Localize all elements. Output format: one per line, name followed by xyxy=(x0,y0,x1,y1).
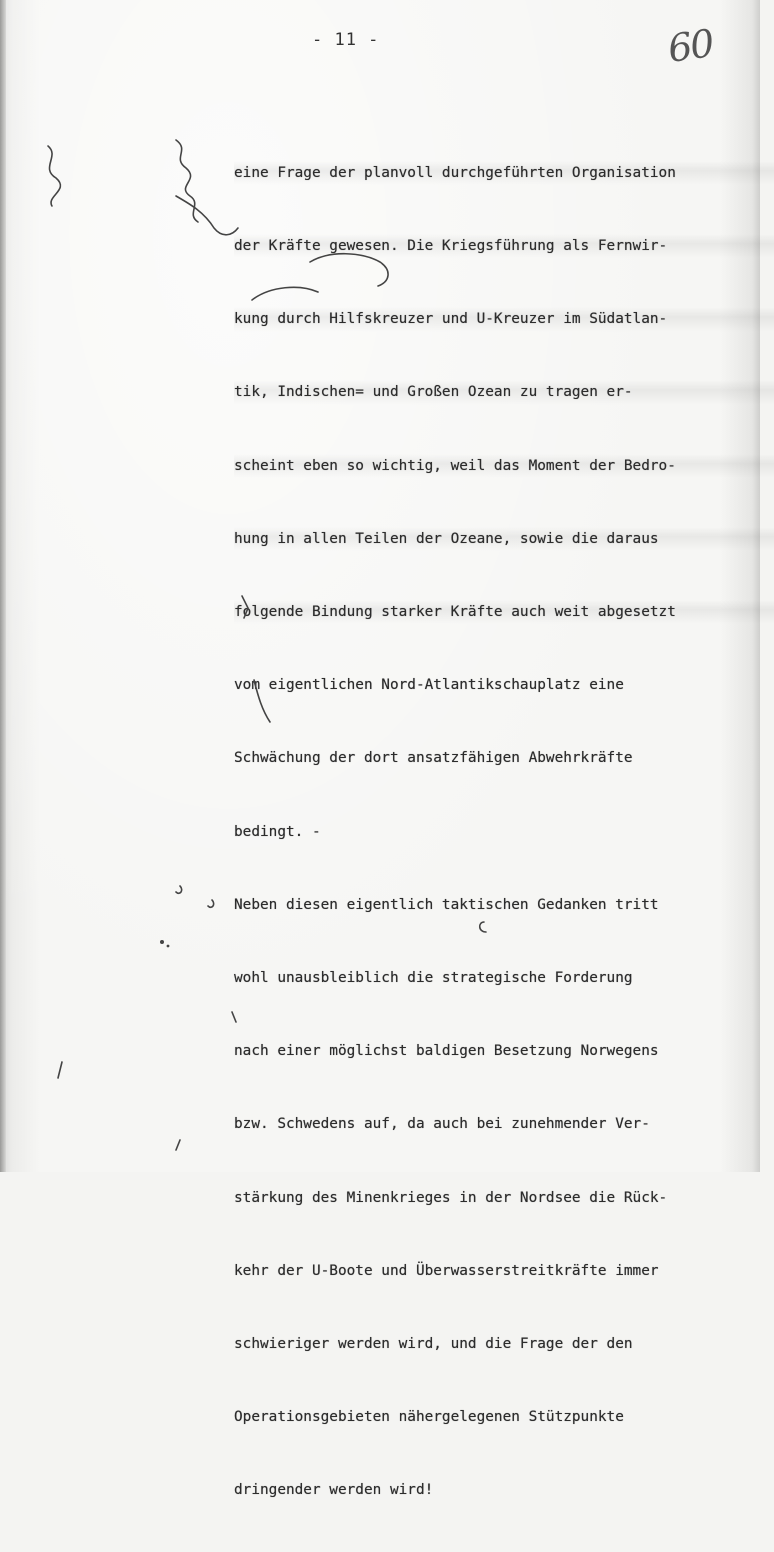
pencil-dot-1 xyxy=(176,886,182,893)
text-line: kung durch Hilfskreuzer und U-Kreuzer im Südatlan- xyxy=(234,307,774,331)
text-line: scheint eben so wichtig, weil das Moment der Bedro- xyxy=(234,454,774,478)
text-line: tik, Indischen= und Großen Ozean zu tragen er- xyxy=(234,380,774,404)
text-line: stärkung des Minenkrieges in der Nordsee die Rück- xyxy=(234,1189,668,1206)
typed-body-text xyxy=(234,112,774,1552)
text-line: dringender werden wird! xyxy=(234,1482,434,1499)
text-line: wohl unausbleiblich die strategische Forderung xyxy=(234,970,633,987)
text-line: bedingt. - xyxy=(234,823,321,840)
text-line: kehr der U-Boote und Überwasserstreitkräfte immer xyxy=(234,1262,659,1279)
text-line: hung in allen Teilen der Ozeane, sowie die daraus xyxy=(234,527,774,551)
text-line: folgende Bindung starker Kräfte auch weit abgesetzt xyxy=(234,600,774,624)
pencil-squiggle-middle xyxy=(176,140,198,222)
text-line: nach einer möglichst baldigen Besetzung Norwegens xyxy=(234,1043,659,1060)
pencil-squiggle-left xyxy=(48,146,60,206)
pencil-mark-small xyxy=(208,900,214,907)
pencil-stroke-bottom xyxy=(58,1062,62,1078)
pencil-dot-3 xyxy=(167,945,170,948)
text-line: Schwächung der dort ansatzfähigen Abwehrkräfte xyxy=(234,750,633,767)
page-edge-shadow xyxy=(0,0,6,1172)
text-line: Operationsgebieten nähergelegenen Stützpunkte xyxy=(234,1409,624,1426)
handwritten-folio-number: 60 xyxy=(665,21,716,71)
text-line: der Kräfte gewesen. Die Kriegsführung als Fernwir- xyxy=(234,234,774,258)
text-line: schwieriger werden wird, und die Frage der den xyxy=(234,1336,633,1353)
text-line: Neben diesen eigentlich taktischen Gedanken tritt xyxy=(234,896,659,913)
text-line: vom eigentlichen Nord-Atlantikschauplatz eine xyxy=(234,677,624,694)
page-number: - 11 - xyxy=(312,30,380,50)
text-line: bzw. Schwedens auf, da auch bei zunehmender Ver- xyxy=(234,1116,650,1133)
pencil-dot-2 xyxy=(160,940,164,944)
pencil-hook xyxy=(176,196,238,235)
text-line: eine Frage der planvoll durchgeführten Organisation xyxy=(234,161,774,185)
pencil-dash-bottom xyxy=(176,1140,180,1150)
